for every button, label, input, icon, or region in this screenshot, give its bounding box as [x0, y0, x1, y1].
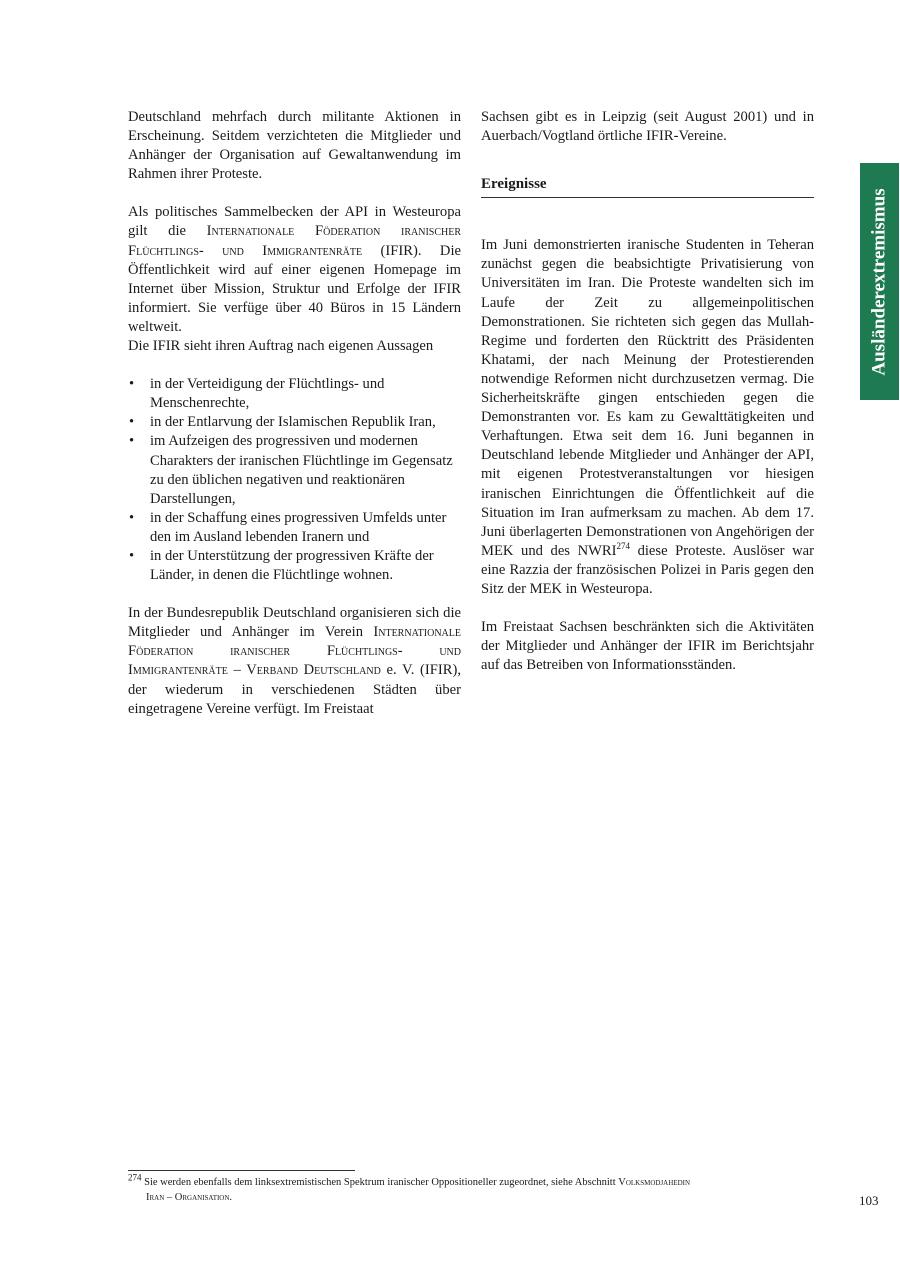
paragraph: In der Bundesrepublik Deutschland organisieren sich die Mitglieder und Anhänger im Verein Internationale Föderation iranischer Flüchtlings- und Immigrantenräte – Verband Deutschland e. V. (IFIR), der wiederum in verschiedenen Städten über eingetragene Vereine verfügt. Im Freistaat: [128, 605, 461, 717]
footnote: 274 Sie werden ebenfalls dem linksextremistischen Spektrum iranischer Oppositioneller zugeordnet, siehe Abschnitt Volksmodjahedin Iran – Organisation.: [128, 1172, 691, 1203]
section-tab: [860, 163, 899, 400]
paragraph: Sachsen gibt es in Leipzig (seit August 2001) und in Auerbach/Vogtland örtliche IFIR-Vereine.: [481, 109, 814, 145]
page-number: 103: [859, 1193, 879, 1208]
organization-name: Internationale Föderation iranischer Flüchtlings- und Immigrantenräte – Verband Deutschland: [128, 624, 461, 679]
paragraph: Deutschland mehrfach durch militante Aktionen in Erscheinung. Seitdem verzichteten die Mitglieder und Anhänger der Organisation auf Gewaltanwendung im Rahmen ihrer Proteste.: [128, 109, 461, 183]
list-item: • in der Unterstützung der progressiven Kräfte der Länder, in denen die Flüchtlinge wohnen.: [129, 547, 434, 584]
left-column: [128, 108, 461, 719]
footnote-number: 274: [128, 1172, 142, 1183]
bullet-icon: •: [129, 414, 135, 431]
paragraph: Im Juni demonstrierten iranische Studenten in Teheran zunächst gegen die beabsichtigte Privatisierung von Universitäten im Iran. Die Proteste wandelten sich im Laufe der Zeit zu allgemeinpolitischen Demonstrationen. Sie richteten sich gegen das Mullah-Regime und forderten den Rücktritt des Präsidenten Khatami, der nach Meinung der Protestierenden notwendige Reformen nicht durchzusetzen vermag. Die Sicherheitskräfte gingen entschieden gegen die Demonstranten vor. Es kam zu Gewalttätigkeiten und Verhaftungen. Etwa seit dem 16. Juni begannen in Deutschland lebende Mitglieder und Anhänger der API, mit eigenen Protestveranstaltungen vor hiesigen iranischen Einrichtungen die Öffentlichkeit auf die Situation im Iran aufmerksam zu machen. Ab dem 17. Juni überlagerten Demonstrationen von Angehörigen der MEK und des NWRI$^{274}$ diese Proteste. Auslöser war eine Razzia der französischen Polizei in Paris gegen den Sitz der MEK in Westeuropa.: [481, 237, 814, 597]
list-item: • im Aufzeigen des progressiven und modernen Charakters der iranischen Flüchtlinge im Gegensatz zu den üblichen negativen und reaktionären Darstellungen,: [129, 433, 453, 507]
section-tab-label: Ausländerextremismus: [868, 187, 890, 376]
right-column: [481, 108, 814, 675]
list-item: • in der Entlarvung der Islamischen Republik Iran,: [128, 413, 461, 432]
bullet-icon: •: [129, 547, 135, 564]
list-item: • in der Verteidigung der Flüchtlings- und Menschenrechte,: [129, 376, 385, 412]
paragraph: Die IFIR sieht ihren Auftrag nach eigenen Aussagen: [128, 338, 434, 355]
organization-name: Internationale Föderation iranischer Flüchtlings- und Immigrantenräte: [128, 223, 462, 259]
bullet-list: [128, 375, 461, 585]
paragraph: Im Freistaat Sachsen beschränkten sich die Aktivitäten der Mitglieder und Anhänger der IFIR im Berichtsjahr auf das Betreiben von Informationsständen.: [481, 619, 814, 674]
bullet-icon: •: [129, 433, 135, 450]
section-heading: Ereignisse: [481, 175, 814, 198]
section-reference: Volksmodjahedin: [618, 1177, 691, 1188]
bullet-icon: •: [129, 509, 135, 526]
list-item: • in der Schaffung eines progressiven Umfelds unter den im Ausland lebenden Iranern und: [129, 509, 447, 545]
section-reference: Iran – Organisation: [146, 1192, 230, 1203]
bullet-icon: •: [129, 376, 135, 393]
footnote-divider: [128, 1170, 355, 1171]
paragraph: Als politisches Sammelbecken der API in Westeuropa gilt die Internationale Föderation iranischer Flüchtlings- und Immigrantenräte (IFIR). Die Öffentlichkeit wird auf einer eigenen Homepage im Internet über Mission, Struktur und Erfolge der IFIR informiert. Sie verfüge über 40 Büros in 15 Ländern weltweit.: [128, 204, 462, 335]
footnote-reference[interactable]: 274: [616, 540, 630, 551]
